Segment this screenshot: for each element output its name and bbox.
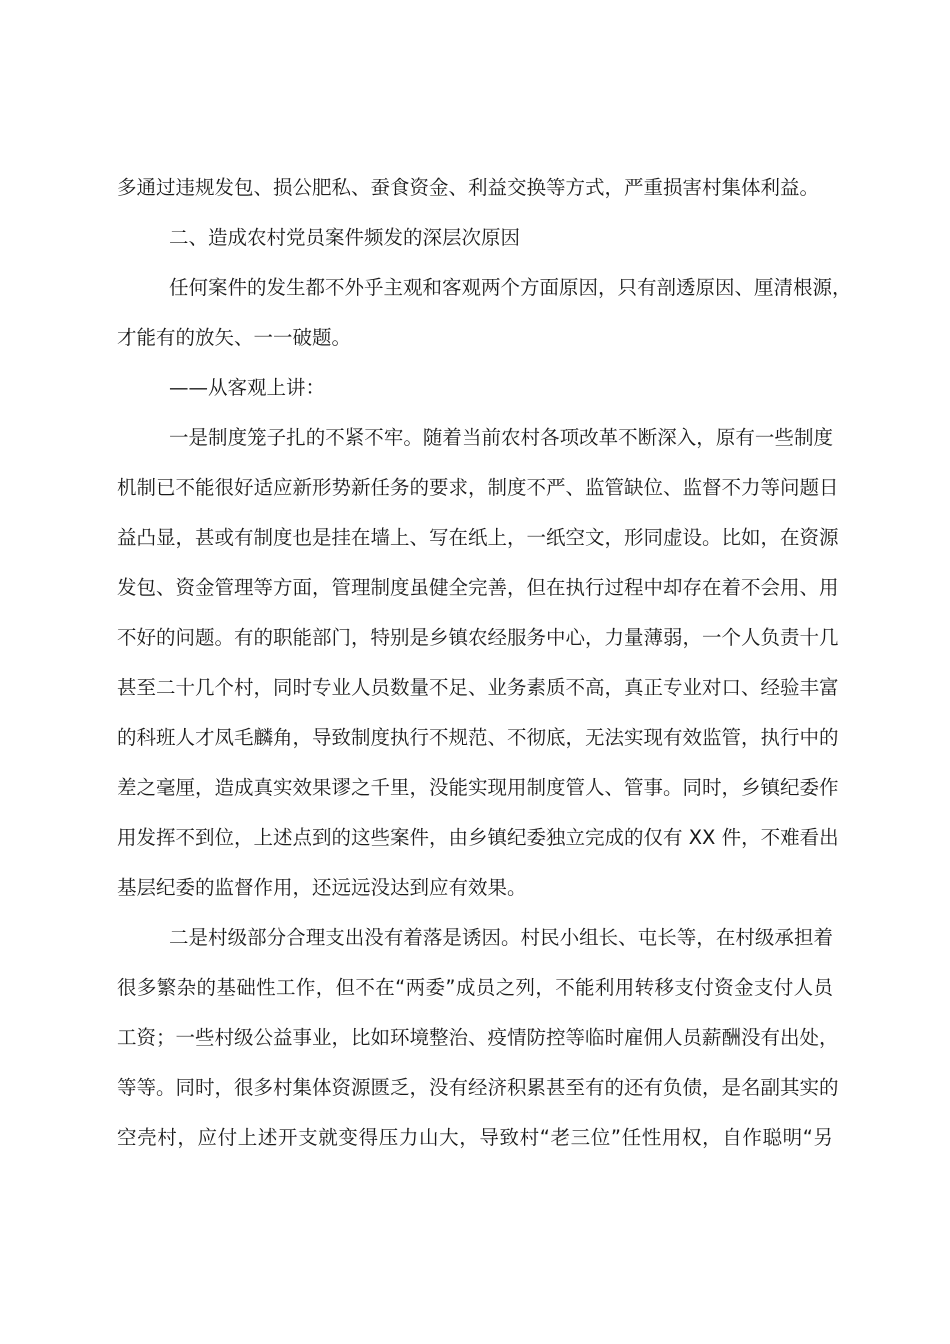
- text-line: 的科班人才凤毛麟角，导致制度执行不规范、不彻底，无法实现有效监管，执行中的: [117, 726, 839, 749]
- text-line: 差之毫厘，造成真实效果谬之千里，没能实现用制度管人、管事。同时，乡镇纪委作: [117, 776, 839, 799]
- text-line: 用发挥不到位，上述点到的这些案件，由乡镇纪委独立完成的仅有 XX 件，不难看出: [117, 826, 839, 849]
- text-line: 任何案件的发生都不外乎主观和客观两个方面原因，只有剖透原因、厘清根源，: [169, 276, 852, 299]
- text-line: 很多繁杂的基础性工作，但不在“两委”成员之列，不能利用转移支付资金支付人员: [117, 976, 833, 999]
- text-line: 工资；一些村级公益事业，比如环境整治、疫情防控等临时雇佣人员薪酬没有出处，: [117, 1026, 839, 1049]
- text-line: 机制已不能很好适应新形势新任务的要求，制度不严、监管缺位、监督不力等问题日: [117, 476, 839, 499]
- section-heading: 二、造成农村党员案件频发的深层次原因: [169, 226, 521, 249]
- text-line: 才能有的放矢、一一破题。: [117, 326, 352, 349]
- text-line: 益凸显，甚或有制度也是挂在墙上、写在纸上，一纸空文，形同虚设。比如，在资源: [117, 526, 839, 549]
- sub-heading: ——从客观上讲：: [169, 376, 326, 399]
- text-line: 不好的问题。有的职能部门，特别是乡镇农经服务中心，力量薄弱，一个人负责十几: [117, 626, 839, 649]
- text-line: 等等。同时，很多村集体资源匮乏，没有经济积累甚至有的还有负债，是名副其实的: [117, 1076, 839, 1099]
- text-line: 一是制度笼子扎的不紧不牢。随着当前农村各项改革不断深入，原有一些制度: [169, 426, 833, 449]
- text-line: 发包、资金管理等方面，管理制度虽健全完善，但在执行过程中却存在着不会用、用: [117, 576, 839, 599]
- document-body: [117, 163, 852, 1163]
- text-line: 二是村级部分合理支出没有着落是诱因。村民小组长、屯长等，在村级承担着: [169, 926, 833, 949]
- text-line: 基层纪委的监督作用，还远远没达到应有效果。: [117, 876, 527, 899]
- text-line: 甚至二十几个村，同时专业人员数量不足、业务素质不高，真正专业对口、经验丰富: [117, 676, 839, 699]
- text-line: 多通过违规发包、损公肥私、蚕食资金、利益交换等方式，严重损害村集体利益。: [117, 176, 820, 199]
- text-line: 空壳村，应付上述开支就变得压力山大，导致村“老三位”任性用权，自作聪明“另: [117, 1126, 833, 1149]
